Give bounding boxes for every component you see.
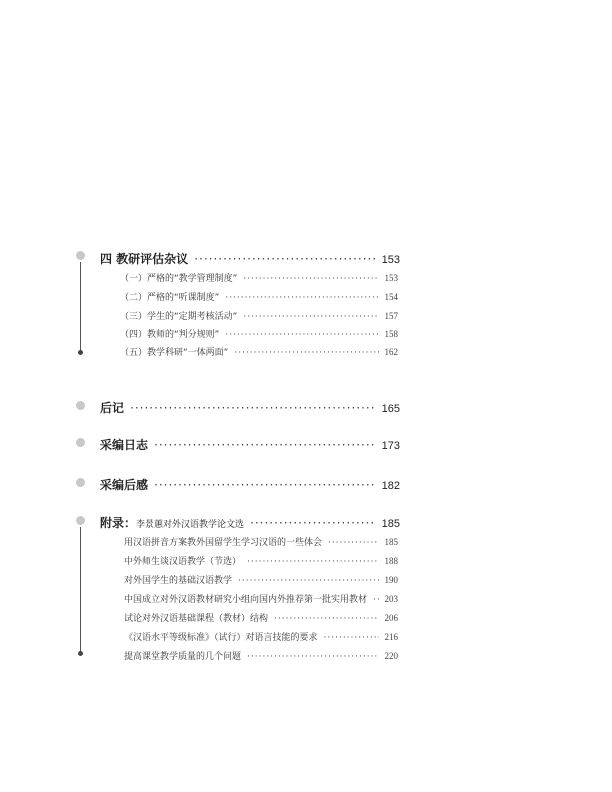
leader-dots — [274, 614, 378, 624]
toc-page: 153 — [384, 273, 398, 283]
toc-page: 158 — [384, 329, 398, 339]
leader-dots — [225, 330, 378, 340]
toc-subtitle: （二）严格的“听课制度” — [120, 293, 220, 303]
toc-subtitle: （四）教师的“判分规则” — [120, 330, 220, 340]
toc-entry-section-4[interactable] — [100, 250, 400, 267]
toc-subentry[interactable] — [124, 630, 398, 643]
toc-page: 190 — [384, 575, 398, 585]
toc-title: 采编日志 — [100, 438, 149, 452]
toc-subentry[interactable] — [120, 271, 398, 284]
toc-subentry[interactable] — [120, 327, 398, 340]
toc-subtitle: 《汉语水平等级标准》（试行）对语言技能的要求 — [124, 633, 318, 643]
leader-dots — [247, 557, 378, 567]
appendix-title: 李景蕙对外汉语教学论文选 — [136, 520, 245, 530]
toc-page: 188 — [384, 556, 398, 566]
leader-dots — [238, 576, 378, 586]
toc-page: 185 — [381, 518, 400, 530]
toc-page: 182 — [381, 480, 400, 492]
section-line-icon — [80, 527, 81, 653]
toc-subtitle: 中外师生谈汉语教学（节选） — [124, 557, 242, 567]
leader-dots — [243, 274, 378, 284]
toc-subentry[interactable] — [120, 345, 398, 358]
toc-subtitle: 中国成立对外汉语教材研究小组向国内外推荐第一批实用教材 — [124, 595, 368, 605]
section-bullet-icon — [76, 401, 85, 410]
leader-dots — [247, 652, 378, 662]
section-bullet-icon — [76, 251, 85, 260]
appendix-label: 附录： — [100, 516, 137, 530]
leader-dots — [328, 538, 378, 548]
toc-entry-fulu[interactable] — [100, 514, 400, 531]
toc-subentry[interactable] — [124, 554, 398, 567]
toc-subtitle: 对外国学生的基础汉语教学 — [124, 576, 233, 586]
section-bullet-icon — [76, 516, 85, 525]
leader-dots — [194, 252, 375, 266]
toc-subtitle: 用汉语拼音方案教外国留学生学习汉语的一些体会 — [124, 538, 323, 548]
toc-subtitle: 试论对外汉语基础课程（教材）结构 — [124, 614, 269, 624]
toc-subtitle: （一）严格的“教学管理制度” — [120, 274, 238, 284]
leader-dots — [250, 516, 376, 530]
toc-subentry[interactable] — [124, 535, 398, 548]
leader-dots — [234, 348, 378, 358]
toc-page: 220 — [384, 651, 398, 661]
leader-dots — [373, 595, 378, 605]
toc-subtitle: （五）教学科研“一体两面” — [120, 348, 229, 358]
toc-title: 采编后感 — [100, 478, 149, 492]
toc-subentry[interactable] — [124, 649, 398, 662]
toc-page: 206 — [384, 613, 398, 623]
toc-subentry[interactable] — [120, 290, 398, 303]
toc-entry-caibian-rizhi[interactable] — [100, 436, 400, 453]
toc-page: 173 — [381, 440, 400, 452]
toc-page: 185 — [384, 537, 398, 547]
toc-page: 216 — [384, 632, 398, 642]
toc-page: 153 — [381, 254, 400, 266]
leader-dots — [324, 633, 379, 643]
toc-subentry[interactable] — [120, 309, 398, 322]
section-bullet-icon — [76, 478, 85, 487]
toc-page: 157 — [384, 311, 398, 321]
toc-page: 154 — [384, 292, 398, 302]
toc-subtitle: （三）学生的“定期考核活动” — [120, 312, 238, 322]
toc-page: 165 — [381, 403, 400, 415]
leader-dots — [154, 438, 376, 452]
toc-entry-houji[interactable] — [100, 399, 400, 416]
leader-dots — [243, 312, 378, 322]
toc-title: 后记 — [100, 401, 125, 415]
toc-entry-caibian-hougan[interactable] — [100, 476, 400, 493]
toc-page: 203 — [384, 594, 398, 604]
toc-subentry[interactable] — [124, 611, 398, 624]
section-bullet-icon — [76, 438, 85, 447]
section-line-icon — [80, 262, 81, 352]
toc-title — [100, 514, 244, 531]
toc-subtitle: 提高课堂教学质量的几个问题 — [124, 652, 242, 662]
toc-title: 四 教研评估杂议 — [100, 252, 189, 266]
toc-subentry[interactable] — [124, 592, 398, 605]
toc-page: 162 — [384, 347, 398, 357]
leader-dots — [130, 401, 376, 415]
leader-dots — [225, 293, 378, 303]
leader-dots — [154, 478, 376, 492]
toc-subentry[interactable] — [124, 573, 398, 586]
